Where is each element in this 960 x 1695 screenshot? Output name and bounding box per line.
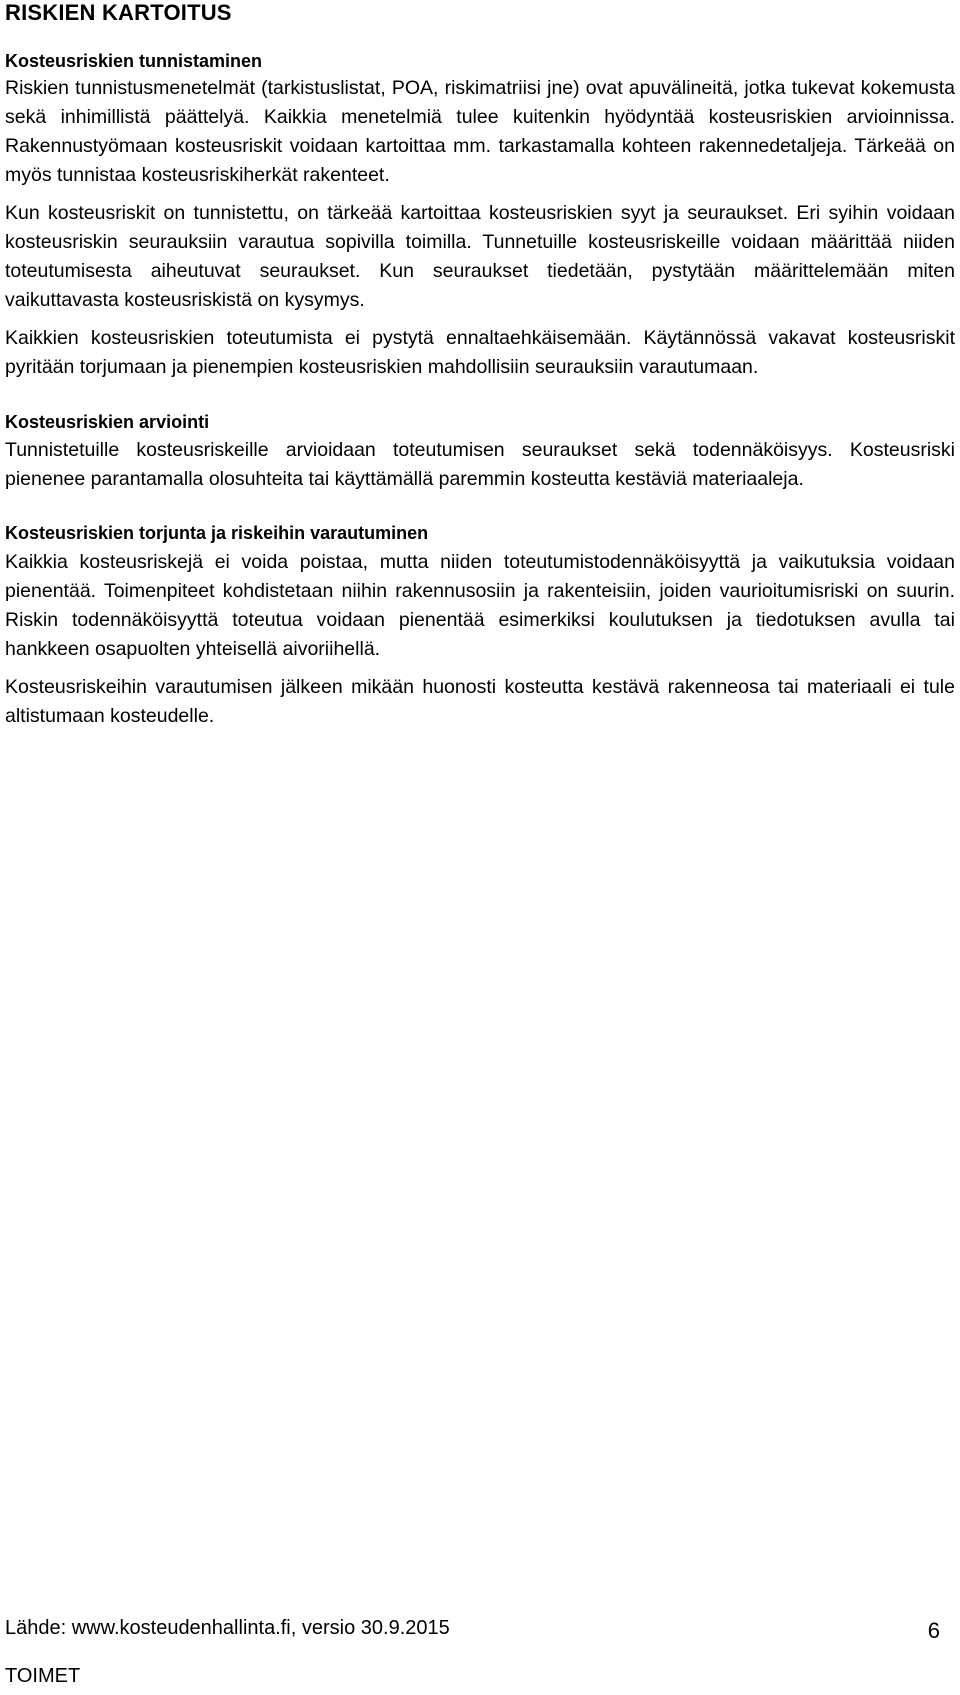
footer-organization: TOIMET bbox=[5, 1665, 81, 1687]
document-title: RISKIEN KARTOITUS bbox=[5, 0, 232, 25]
paragraph: Riskien tunnistusmenetelmät (tarkistuslistat, POA, riskimatriisi jne) ovat apuvälineitä, jotka tukevat kokemusta sekä inhimillistä päättelyä. Kaikkia menetelmiä tulee kuitenkin hyödyntää kosteusriskien arvioinnissa. Rakennustyömaan kosteusriskit voidaan kartoittaa mm. tarkastamalla kohteen rakennedetaljeja. Tärkeää on myös tunnistaa kosteusriskiherkät rakenteet. bbox=[5, 77, 955, 186]
paragraph: Kosteusriskeihin varautumisen jälkeen mikään huonosti kosteutta kestävä rakenneosa tai materiaali ei tule altistumaan kosteudelle. bbox=[5, 676, 955, 727]
paragraph: Kaikkia kosteusriskejä ei voida poistaa, mutta niiden toteutumistodennäköisyyttä ja vaikutuksia voidaan pienentää. Toimenpiteet kohdistetaan niihin rakennusosiin ja rakenteisiin, joiden vaurioitumisriski on suurin. Riskin todennäköisyyttä toteutua voidaan pienentää esimerkiksi koulutuksen ja tiedotuksen avulla tai hankkeen osapuolten yhteisellä aivoriihellä. bbox=[5, 551, 955, 660]
paragraph: Tunnistetuille kosteusriskeille arvioidaan toteutumisen seuraukset sekä todennäköisyys. Kosteusriski pienenee parantamalla olosuhteita tai käyttämällä paremmin kosteutta kestäviä materiaaleja. bbox=[5, 439, 955, 490]
section-prevention bbox=[5, 521, 955, 731]
section-assessment bbox=[5, 410, 955, 494]
section-heading: Kosteusriskien torjunta ja riskeihin varautuminen bbox=[5, 523, 429, 543]
section-identification bbox=[5, 49, 955, 382]
paragraph: Kun kosteusriskit on tunnistettu, on tärkeää kartoittaa kosteusriskien syyt ja seuraukset. Eri syihin voidaan kosteusriskin seurauksiin varautua sopivilla toimilla. Tunnetuille kosteusriskeille voidaan määrittää niiden toteutumisesta aiheutuvat seuraukset. Kun seuraukset tiedetään, pystytään määrittelemään miten vaikuttavasta kosteusriskistä on kysymys. bbox=[5, 202, 955, 311]
section-heading: Kosteusriskien tunnistaminen bbox=[5, 51, 263, 71]
document-page bbox=[5, 0, 955, 731]
footer-source: Lähde: www.kosteudenhallinta.fi, versio 30.9.2015 bbox=[5, 1617, 450, 1639]
page-number: 6 bbox=[927, 1618, 940, 1643]
section-heading: Kosteusriskien arviointi bbox=[5, 412, 210, 432]
paragraph: Kaikkien kosteusriskien toteutumista ei pystytä ennaltaehkäisemään. Käytännössä vakavat kosteusriskit pyritään torjumaan ja pienempien kosteusriskien mahdollisiin seurauksiin varautumaan. bbox=[5, 327, 955, 378]
